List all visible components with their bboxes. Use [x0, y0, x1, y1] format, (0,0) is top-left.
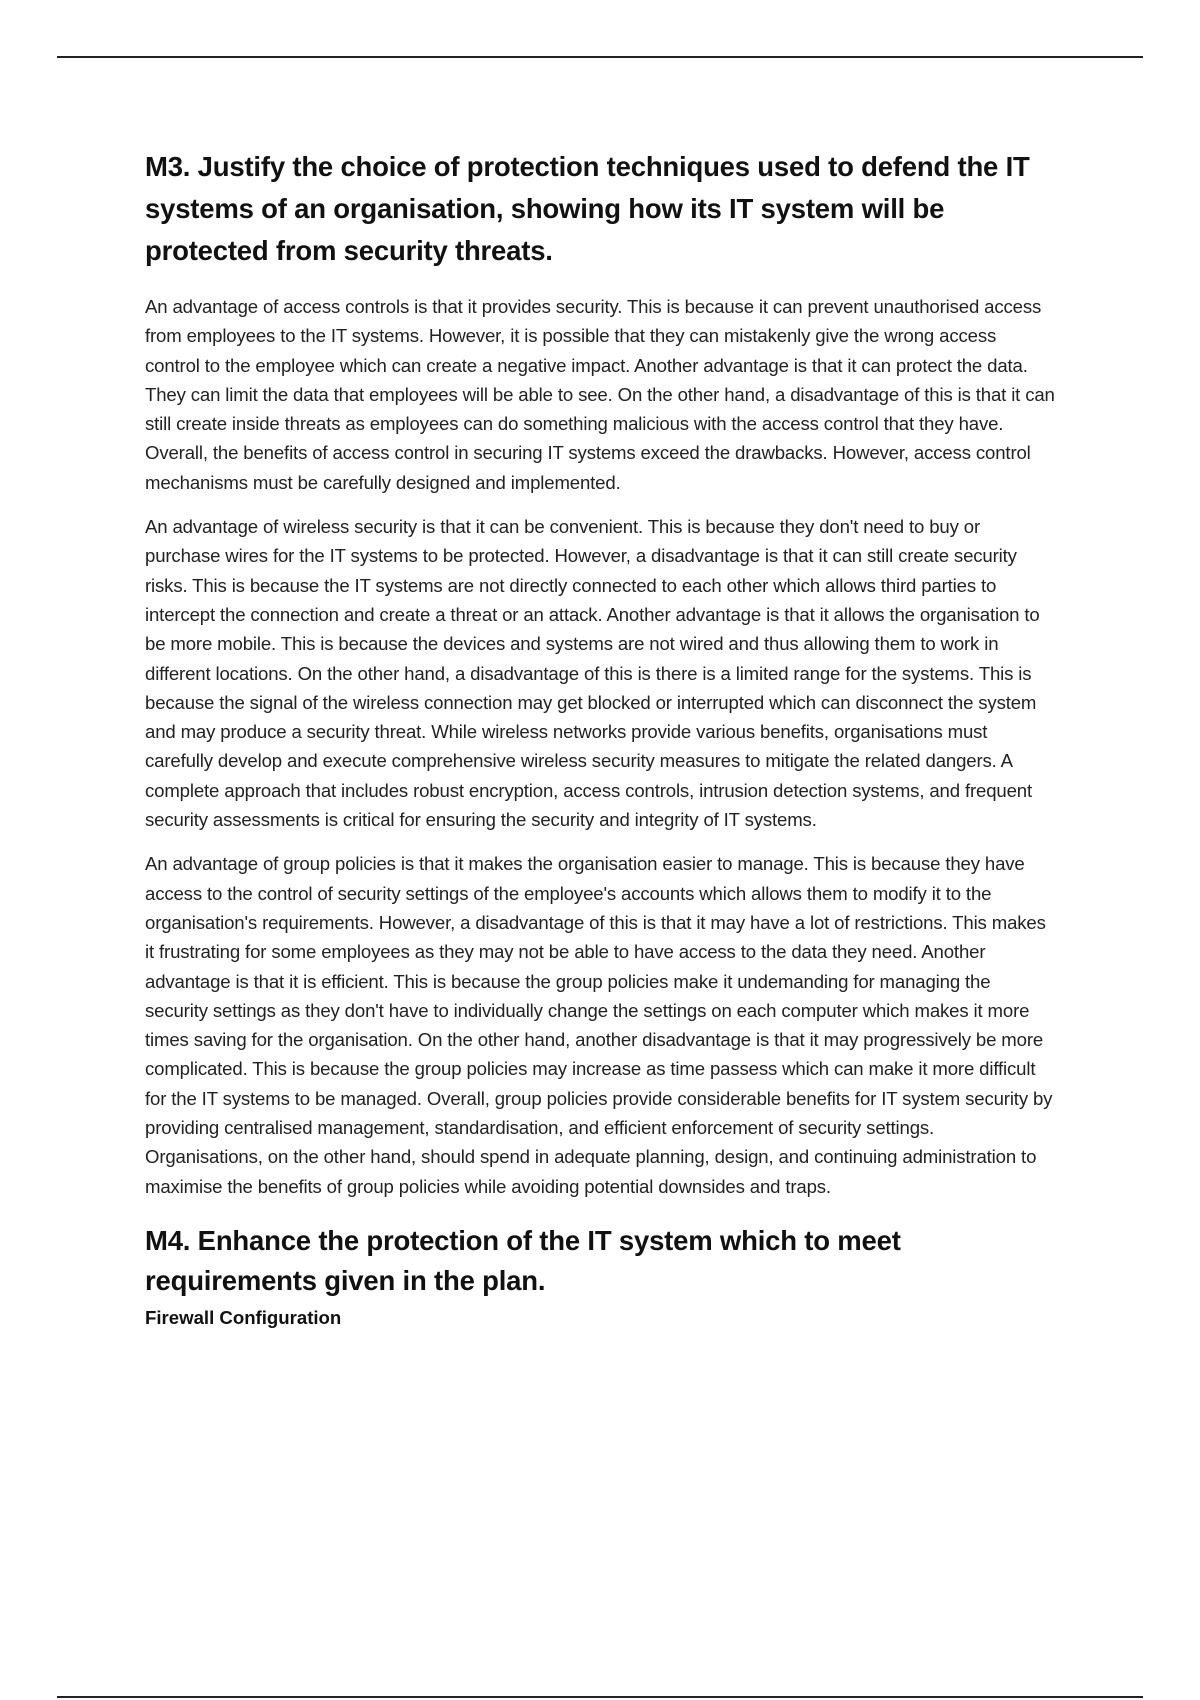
document-body [145, 146, 1055, 1331]
m3-heading: M3. Justify the choice of protection techniques used to defend the IT systems of an organisation, showing how its IT system will be protected from security threats. [145, 151, 1030, 266]
top-divider [57, 56, 1143, 58]
paragraph-group-policies: An advantage of group policies is that it makes the organisation easier to manage. This is because they have access to the control of security settings of the employee's accounts which allows them to modify it to the organisation's requirements. However, a disadvantage of this is that it may have a lot of restrictions. This makes it frustrating for some employees as they may not be able to have access to the data they need. Another advantage is that it is efficient. This is because the group policies make it undemanding for managing the security settings as they don't have to individually change the settings on each computer which makes it more times saving for the organisation. On the other hand, another disadvantage is that it may progressively be more complicated. This is because the group policies may increase as time passess which can make it more difficult for the IT systems to be managed. Overall, group policies provide considerable benefits for IT system security by providing centralised management, standardisation, and efficient enforcement of security settings. Organisations, on the other hand, should spend in adequate planning, design, and continuing administration to maximise the benefits of group policies while avoiding potential downsides and traps. [145, 853, 1053, 1197]
bottom-divider [57, 1696, 1143, 1698]
firewall-configuration-subheading: Firewall Configuration [145, 1306, 342, 1328]
paragraph-access-controls: An advantage of access controls is that it provides security. This is because it can prevent unauthorised access from employees to the IT systems. However, it is possible that they can mistakenly give the wrong access control to the employee which can create a negative impact. Another advantage is that it can protect the data. They can limit the data that employees will be able to see. On the other hand, a disadvantage of this is that it can still create inside threats as employees can do something malicious with the access control that they have. Overall, the benefits of access control in securing IT systems exceed the drawbacks. However, access control mechanisms must be carefully designed and implemented. [145, 296, 1055, 493]
paragraph-wireless-security: An advantage of wireless security is that it can be convenient. This is because they don't need to buy or purchase wires for the IT systems to be protected. However, a disadvantage is that it can still create security risks. This is because the IT systems are not directly connected to each other which allows third parties to intercept the connection and create a threat or an attack. Another advantage is that it allows the organisation to be more mobile. This is because the devices and systems are not wired and thus allowing them to work in different locations. On the other hand, a disadvantage of this is there is a limited range for the systems. This is because the signal of the wireless connection may get blocked or interrupted which can disconnect the system and may produce a security threat. While wireless networks provide various benefits, organisations must carefully develop and execute comprehensive wireless security measures to mitigate the related dangers. A complete approach that includes robust encryption, access controls, intrusion detection systems, and frequent security assessments is critical for ensuring the security and integrity of IT systems. [145, 516, 1040, 831]
m4-heading: M4. Enhance the protection of the IT system which to meet requirements given in the plan. [145, 1224, 901, 1296]
